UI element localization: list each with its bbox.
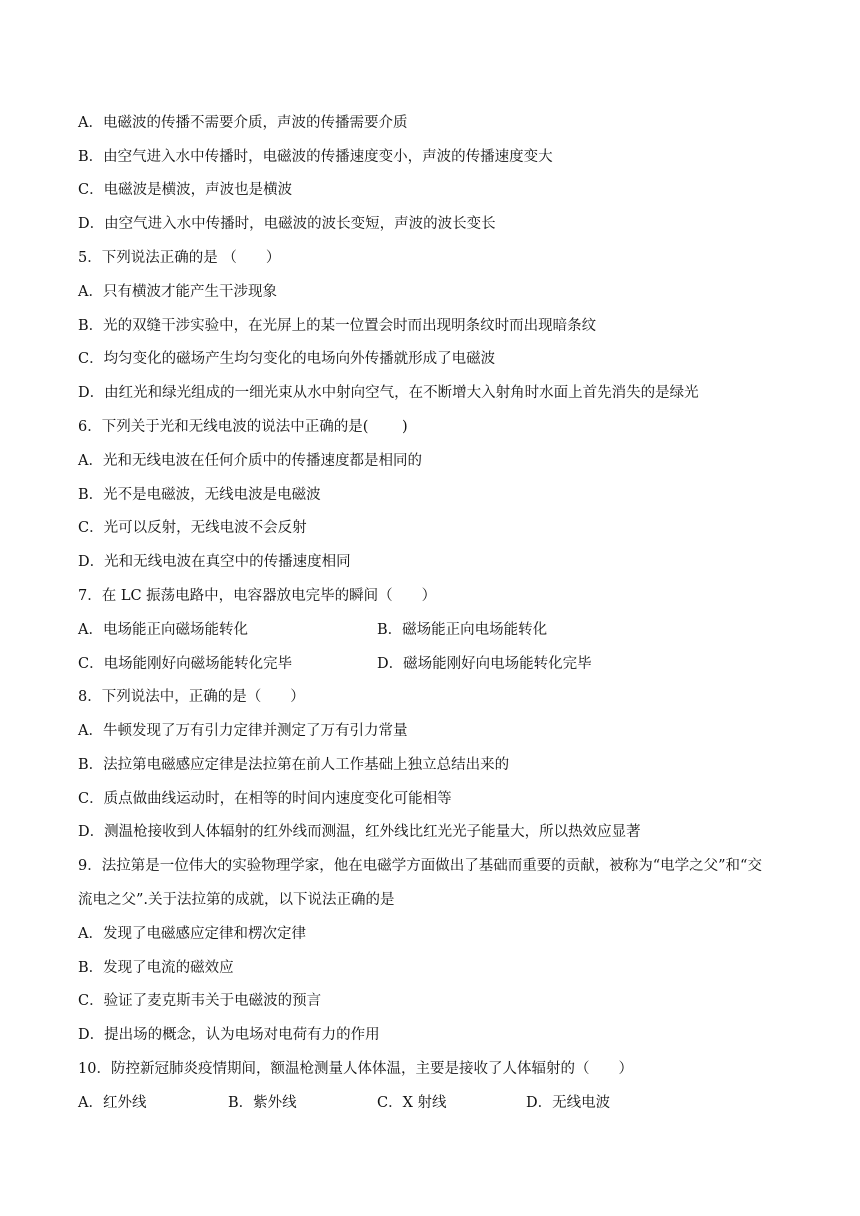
q9-option-d: D．提出场的概念，认为电场对电荷有力的作用 (78, 1027, 380, 1043)
q6-stem: 6．下列关于光和无线电波的说法中正确的是( ) (78, 419, 408, 435)
q5-stem: 5．下列说法正确的是 （ ） (78, 250, 281, 266)
q7-option-c: C．电场能刚好向磁场能转化完毕 (78, 656, 293, 672)
q7-option-b: B．磁场能正向电场能转化 (377, 622, 548, 638)
q9-stem-line2: 流电之父”.关于法拉第的成就，以下说法正确的是 (78, 892, 395, 908)
q9-stem-line1: 9．法拉第是一位伟大的实验物理学家，他在电磁学方面做出了基础而重要的贡献，被称为“电学之父”和“交 (78, 858, 762, 874)
q8-option-c: C．质点做曲线运动时，在相等的时间内速度变化可能相等 (78, 791, 452, 807)
q10-option-b: B．紫外线 (228, 1095, 297, 1111)
q8-option-a: A．牛顿发现了万有引力定律并测定了万有引力常量 (78, 723, 408, 739)
q10-option-d: D．无线电波 (526, 1095, 611, 1111)
q7-option-d: D．磁场能刚好向电场能转化完毕 (377, 656, 592, 672)
q8-stem: 8．下列说法中，正确的是（ ） (78, 689, 305, 705)
q10-stem: 10．防控新冠肺炎疫情期间，额温枪测量人体体温，主要是接收了人体辐射的（ ） (78, 1061, 633, 1077)
q7-option-a: A．电场能正向磁场能转化 (78, 622, 248, 638)
q5-option-a: A．只有横波才能产生干涉现象 (78, 284, 277, 300)
q4-option-b: B．由空气进入水中传播时，电磁波的传播速度变小，声波的传播速度变大 (78, 149, 553, 165)
q6-option-b: B．光不是电磁波，无线电波是电磁波 (78, 487, 321, 503)
q9-option-a: A．发现了电磁感应定律和楞次定律 (78, 926, 306, 942)
q6-option-a: A．光和无线电波在任何介质中的传播速度都是相同的 (78, 453, 422, 469)
q8-option-b: B．法拉第电磁感应定律是法拉第在前人工作基础上独立总结出来的 (78, 757, 510, 773)
q4-option-d: D．由空气进入水中传播时，电磁波的波长变短，声波的波长变长 (78, 216, 496, 232)
q8-option-d: D．测温枪接收到人体辐射的红外线而测温，红外线比红光光子能量大，所以热效应显著 (78, 824, 641, 840)
q6-option-c: C．光可以反射，无线电波不会反射 (78, 520, 307, 536)
q6-option-d: D．光和无线电波在真空中的传播速度相同 (78, 554, 351, 570)
q9-option-b: B．发现了电流的磁效应 (78, 960, 234, 976)
q5-option-b: B．光的双缝干涉实验中，在光屏上的某一位置会时而出现明条纹时而出现暗条纹 (78, 318, 597, 334)
q10-option-c: C．X 射线 (377, 1095, 447, 1111)
q9-option-c: C．验证了麦克斯韦关于电磁波的预言 (78, 993, 322, 1009)
q4-option-a: A．电磁波的传播不需要介质，声波的传播需要介质 (78, 115, 408, 131)
q7-stem: 7．在 LC 振荡电路中，电容器放电完毕的瞬间（ ） (78, 588, 437, 604)
q5-option-d: D．由红光和绿光组成的一细光束从水中射向空气，在不断增大入射角时水面上首先消失的是绿光 (78, 385, 699, 401)
q5-option-c: C．均匀变化的磁场产生均匀变化的电场向外传播就形成了电磁波 (78, 351, 496, 367)
q4-option-c: C．电磁波是横波，声波也是横波 (78, 182, 293, 198)
q10-option-a: A．红外线 (78, 1095, 147, 1111)
